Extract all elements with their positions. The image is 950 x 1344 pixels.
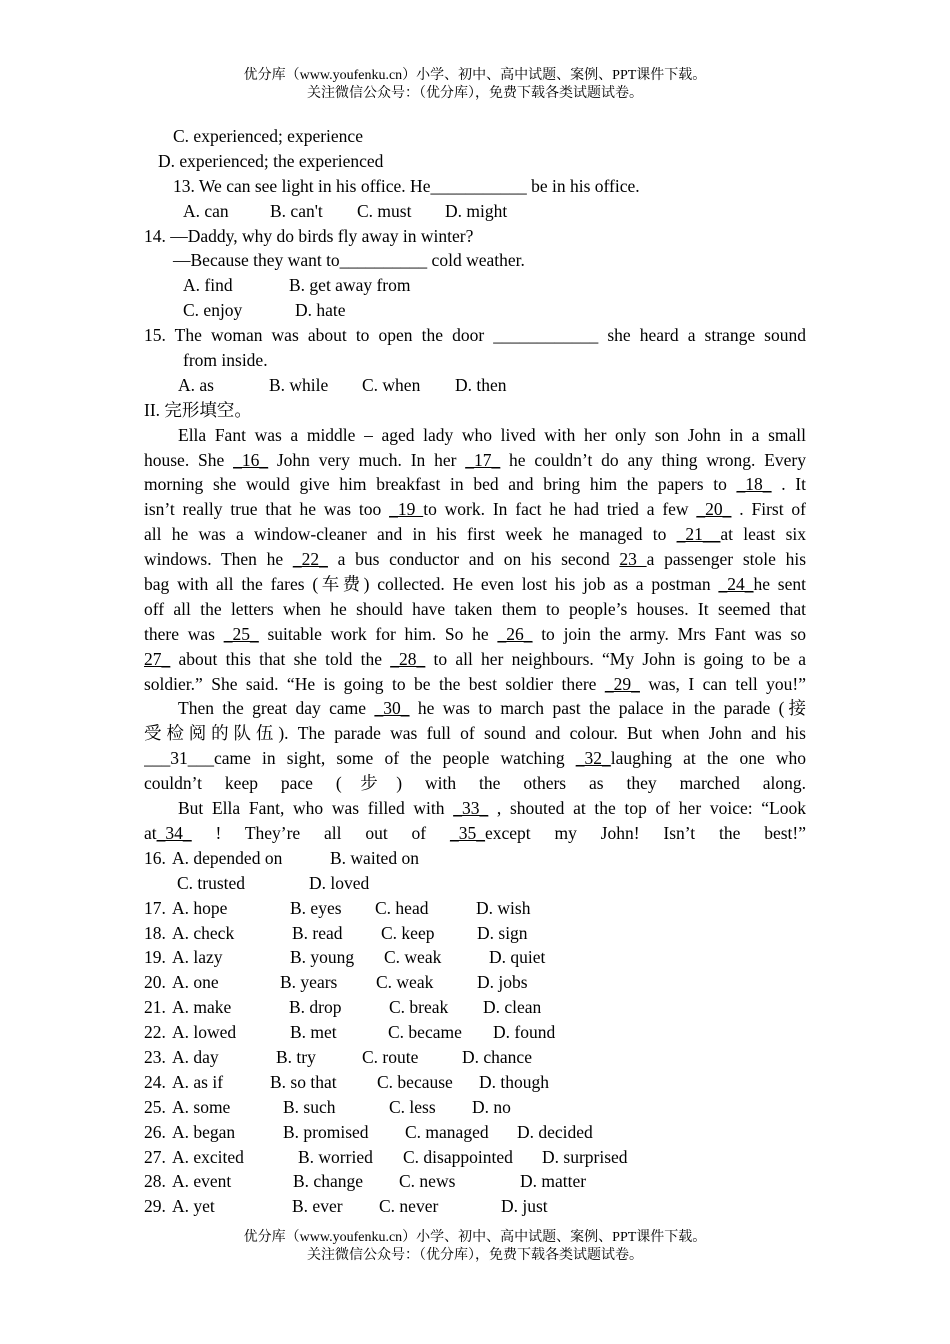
blank-number: _25_ bbox=[223, 623, 259, 644]
option-row bbox=[144, 896, 806, 921]
option-c: C. disappointed bbox=[403, 1146, 513, 1167]
blank-number: _18_ bbox=[736, 474, 772, 495]
passage-text: there was bbox=[144, 623, 224, 644]
question-14-options bbox=[144, 298, 806, 323]
option-d: D. surprised bbox=[542, 1146, 628, 1167]
blank-number: _33_ bbox=[453, 798, 489, 819]
question-number: 21. bbox=[144, 997, 166, 1018]
cloze-options bbox=[144, 846, 806, 1219]
passage-line bbox=[144, 423, 806, 448]
blank-number: _20_ bbox=[696, 499, 732, 520]
question-14-options bbox=[144, 273, 806, 298]
option-d: D. loved bbox=[309, 872, 370, 893]
option-d: D. hate bbox=[295, 300, 346, 321]
option-b: B. can't bbox=[270, 200, 323, 221]
question-number: 23. bbox=[144, 1046, 166, 1067]
option-c: C. head bbox=[375, 897, 429, 918]
question-14 bbox=[144, 224, 806, 249]
passage-text: to work. In fact he had tried a few bbox=[423, 499, 697, 520]
passage-text: he was to march past the palace in the parade (接 bbox=[409, 698, 806, 719]
option-c: C. less bbox=[389, 1096, 436, 1117]
passage-text: But Ella Fant, who was filled with bbox=[178, 798, 454, 819]
page-header bbox=[0, 67, 950, 103]
option-c: C. because bbox=[377, 1071, 453, 1092]
option-b: B. waited on bbox=[330, 847, 419, 868]
option-b: B. met bbox=[290, 1022, 337, 1043]
option-a: A. make bbox=[172, 997, 232, 1018]
option-d: D. though bbox=[479, 1071, 549, 1092]
option-line bbox=[144, 149, 806, 174]
question-number: 27. bbox=[144, 1146, 166, 1167]
option-a: A. day bbox=[172, 1046, 219, 1067]
passage-line bbox=[144, 572, 806, 597]
option-d: D. jobs bbox=[477, 972, 528, 993]
option-d: D. decided bbox=[517, 1121, 593, 1142]
passage-text: . First of bbox=[731, 499, 806, 520]
passage-line bbox=[144, 821, 806, 846]
passage-text: a passenger stole his bbox=[646, 549, 806, 570]
question-number: 29. bbox=[144, 1196, 166, 1217]
question-13-options bbox=[144, 199, 806, 224]
option-c: C. weak bbox=[384, 947, 442, 968]
blank-number: _21__ bbox=[676, 524, 721, 545]
passage-text: he sent bbox=[753, 574, 806, 595]
option-c: C. managed bbox=[405, 1121, 489, 1142]
blank-number: _28_ bbox=[390, 648, 426, 669]
option-a: A. depended on bbox=[172, 847, 283, 868]
option-a: A. one bbox=[172, 972, 219, 993]
option-b: B. while bbox=[269, 374, 329, 395]
passage-text: a bus conductor and on his second bbox=[327, 549, 620, 570]
passage-line bbox=[144, 522, 806, 547]
blank-number: _19 bbox=[389, 499, 424, 520]
passage-line bbox=[144, 696, 806, 721]
option-b: B. so that bbox=[270, 1071, 337, 1092]
passage-line bbox=[144, 672, 806, 697]
question-number: 22. bbox=[144, 1022, 166, 1043]
passage-line bbox=[144, 472, 806, 497]
exam-content bbox=[144, 124, 806, 1219]
option-b: B. eyes bbox=[290, 897, 342, 918]
question-number: 16. bbox=[144, 847, 166, 868]
option-row bbox=[144, 1194, 806, 1219]
question-number: 28. bbox=[144, 1171, 166, 1192]
option-row bbox=[144, 1020, 806, 1045]
blank-number: _29_ bbox=[604, 673, 640, 694]
passage-text: was, I can tell you!” bbox=[639, 673, 806, 694]
option-row bbox=[144, 1070, 806, 1095]
option-d: D. wish bbox=[476, 897, 531, 918]
question-14-reply bbox=[144, 248, 806, 273]
blank-number: _30_ bbox=[374, 698, 410, 719]
option-row bbox=[144, 995, 806, 1020]
option-d: D. quiet bbox=[489, 947, 546, 968]
option-a: A. event bbox=[172, 1171, 232, 1192]
question-number: 20. bbox=[144, 972, 166, 993]
passage-line bbox=[144, 771, 806, 796]
blank-number: _35_ bbox=[449, 822, 485, 843]
passage-text: off all the letters when he should have taken them to people’s houses. It seemed that bbox=[144, 598, 806, 619]
option-d: D. just bbox=[501, 1196, 548, 1217]
passage-text: at least six bbox=[720, 524, 806, 545]
option-a: A. excited bbox=[172, 1146, 244, 1167]
question-number: 19. bbox=[144, 947, 166, 968]
question-number: 24. bbox=[144, 1071, 166, 1092]
blank-number: 27_ bbox=[144, 648, 171, 669]
question-number: 17. bbox=[144, 897, 166, 918]
option-c: C. when bbox=[362, 374, 421, 395]
header-line-2: 关注微信公众号：（优分库），免费下载各类试题试卷。 bbox=[307, 86, 643, 101]
option-c: C. never bbox=[379, 1196, 439, 1217]
option-c: C. must bbox=[357, 200, 412, 221]
footer-line-2: 关注微信公众号：（优分库），免费下载各类试题试卷。 bbox=[307, 1248, 643, 1263]
question-number: 25. bbox=[144, 1096, 166, 1117]
option-d: D. matter bbox=[520, 1171, 587, 1192]
option-row bbox=[144, 1169, 806, 1194]
question-number: 26. bbox=[144, 1121, 166, 1142]
option-row bbox=[144, 1045, 806, 1070]
question-number: 18. bbox=[144, 922, 166, 943]
option-row bbox=[144, 846, 806, 871]
passage-text: Then the great day came bbox=[178, 698, 375, 719]
option-row bbox=[144, 1120, 806, 1145]
question-13 bbox=[144, 174, 806, 199]
option-d: D. no bbox=[472, 1096, 511, 1117]
option-b: B. ever bbox=[292, 1196, 343, 1217]
passage-text: except my John! Isn’t the best!” bbox=[484, 822, 806, 843]
passage-text: ! They’re all out of bbox=[191, 822, 450, 843]
option-a: A. lazy bbox=[172, 947, 223, 968]
passage-text: , shouted at the top of her voice: “Look bbox=[488, 798, 806, 819]
option-c: C. experienced; experience bbox=[173, 126, 363, 146]
option-line bbox=[144, 124, 806, 149]
option-b: B. change bbox=[293, 1171, 363, 1192]
option-c: C. route bbox=[362, 1046, 419, 1067]
option-b: B. drop bbox=[289, 997, 342, 1018]
question-stem: 14. —Daddy, why do birds fly away in winter? bbox=[144, 225, 474, 246]
option-b: B. read bbox=[292, 922, 343, 943]
option-row bbox=[144, 1145, 806, 1170]
passage-text: couldn’t keep pace (步) with the others as they marched along. bbox=[144, 773, 806, 794]
question-reply: —Because they want to__________ cold weather. bbox=[173, 250, 525, 271]
blank-number: _34_ bbox=[156, 822, 192, 843]
passage-text: John very much. In her bbox=[268, 449, 466, 470]
option-a: A. hope bbox=[172, 897, 228, 918]
option-d: D. clean bbox=[483, 997, 542, 1018]
passage-line bbox=[144, 497, 806, 522]
option-d: D. might bbox=[445, 200, 508, 221]
option-a: A. as if bbox=[172, 1071, 224, 1092]
option-row bbox=[144, 970, 806, 995]
passage-text: morning she would give him breakfast in bed and bring him the papers to bbox=[144, 474, 737, 495]
option-d: D. found bbox=[493, 1022, 556, 1043]
passage-line bbox=[144, 721, 806, 746]
option-d: D. sign bbox=[477, 922, 528, 943]
passage-text: to join the army. Mrs Fant was so bbox=[532, 623, 806, 644]
passage-text: 受检阅的队伍). The parade was full of sound and colour. But when John and his bbox=[144, 723, 806, 744]
blank-number: _17_ bbox=[465, 449, 501, 470]
option-c: C. break bbox=[389, 997, 449, 1018]
cloze-passage bbox=[144, 423, 806, 846]
option-d: D. chance bbox=[462, 1046, 532, 1067]
option-c: C. became bbox=[388, 1022, 462, 1043]
option-row bbox=[144, 1095, 806, 1120]
option-d: D. experienced; the experienced bbox=[158, 150, 384, 171]
option-a: A. yet bbox=[172, 1196, 215, 1217]
blank-number: 23 bbox=[619, 549, 647, 570]
passage-text: all he was a window-cleaner and in his first week he managed to bbox=[144, 524, 677, 545]
passage-text: he couldn’t do any thing wrong. Every bbox=[500, 449, 806, 470]
option-b: B. worried bbox=[298, 1146, 373, 1167]
option-d: D. then bbox=[455, 374, 507, 395]
option-row bbox=[144, 921, 806, 946]
option-b: B. get away from bbox=[289, 275, 411, 296]
option-b: B. such bbox=[283, 1096, 336, 1117]
option-row bbox=[144, 945, 806, 970]
option-c: C. news bbox=[399, 1171, 456, 1192]
blank-number: _32_ bbox=[575, 748, 611, 769]
passage-text: about this that she told the bbox=[170, 648, 391, 669]
passage-text: . It bbox=[771, 474, 806, 495]
option-row bbox=[144, 871, 806, 896]
passage-line bbox=[144, 746, 806, 771]
passage-line bbox=[144, 796, 806, 821]
passage-text: soldier.” She said. “He is going to be the best soldier there bbox=[144, 673, 605, 694]
question-15-options bbox=[144, 373, 806, 398]
passage-text: ___31___came in sight, some of the people watching bbox=[144, 748, 576, 769]
option-a: A. can bbox=[183, 200, 229, 221]
passage-text: bag with all the fares (车费) collected. He even lost his job as a postman bbox=[144, 574, 719, 595]
passage-line bbox=[144, 448, 806, 473]
blank-number: _16_ bbox=[233, 449, 269, 470]
passage-text: to all her neighbours. “My John is going to be a bbox=[425, 648, 806, 669]
passage-text: house. She bbox=[144, 449, 234, 470]
option-b: B. young bbox=[290, 947, 355, 968]
passage-line bbox=[144, 597, 806, 622]
header-line-1: 优分库（www.youfenku.cn）小学、初中、高中试题、案例、PPT课件下载。 bbox=[243, 68, 707, 83]
option-a: A. find bbox=[183, 275, 233, 296]
question-15-cont bbox=[144, 348, 806, 373]
page-footer bbox=[0, 1229, 950, 1265]
passage-text: windows. Then he bbox=[144, 549, 293, 570]
question-15: 15. The woman was about to open the door ____________ she heard a strange sound bbox=[144, 325, 806, 346]
passage-line bbox=[144, 622, 806, 647]
passage-line bbox=[144, 547, 806, 572]
option-c: C. trusted bbox=[177, 872, 246, 893]
option-a: A. lowed bbox=[172, 1022, 237, 1043]
option-b: B. years bbox=[280, 972, 338, 993]
passage-text: at bbox=[144, 822, 157, 843]
passage-line bbox=[144, 647, 806, 672]
passage-text: suitable work for him. So he bbox=[258, 623, 498, 644]
option-a: A. some bbox=[172, 1096, 231, 1117]
question-stem: 13. We can see light in his office. He___________ be in his office. bbox=[173, 175, 640, 196]
option-c: C. keep bbox=[381, 922, 435, 943]
option-c: C. weak bbox=[376, 972, 434, 993]
section-title: II. 完形填空。 bbox=[144, 399, 252, 420]
option-a: A. began bbox=[172, 1121, 236, 1142]
question-stem-cont: from inside. bbox=[183, 350, 268, 371]
option-a: A. as bbox=[178, 374, 214, 395]
passage-text: Ella Fant was a middle – aged lady who lived with her only son John in a small bbox=[178, 424, 806, 445]
passage-text: isn’t really true that he was too bbox=[144, 499, 390, 520]
blank-number: _24_ bbox=[718, 574, 754, 595]
passage-text: laughing at the one who bbox=[610, 748, 806, 769]
option-c: C. enjoy bbox=[183, 300, 243, 321]
footer-line-1: 优分库（www.youfenku.cn）小学、初中、高中试题、案例、PPT课件下载。 bbox=[243, 1230, 707, 1245]
blank-number: _26_ bbox=[497, 623, 533, 644]
option-b: B. try bbox=[276, 1046, 316, 1067]
option-b: B. promised bbox=[283, 1121, 369, 1142]
option-a: A. check bbox=[172, 922, 235, 943]
blank-number: _22_ bbox=[292, 549, 328, 570]
